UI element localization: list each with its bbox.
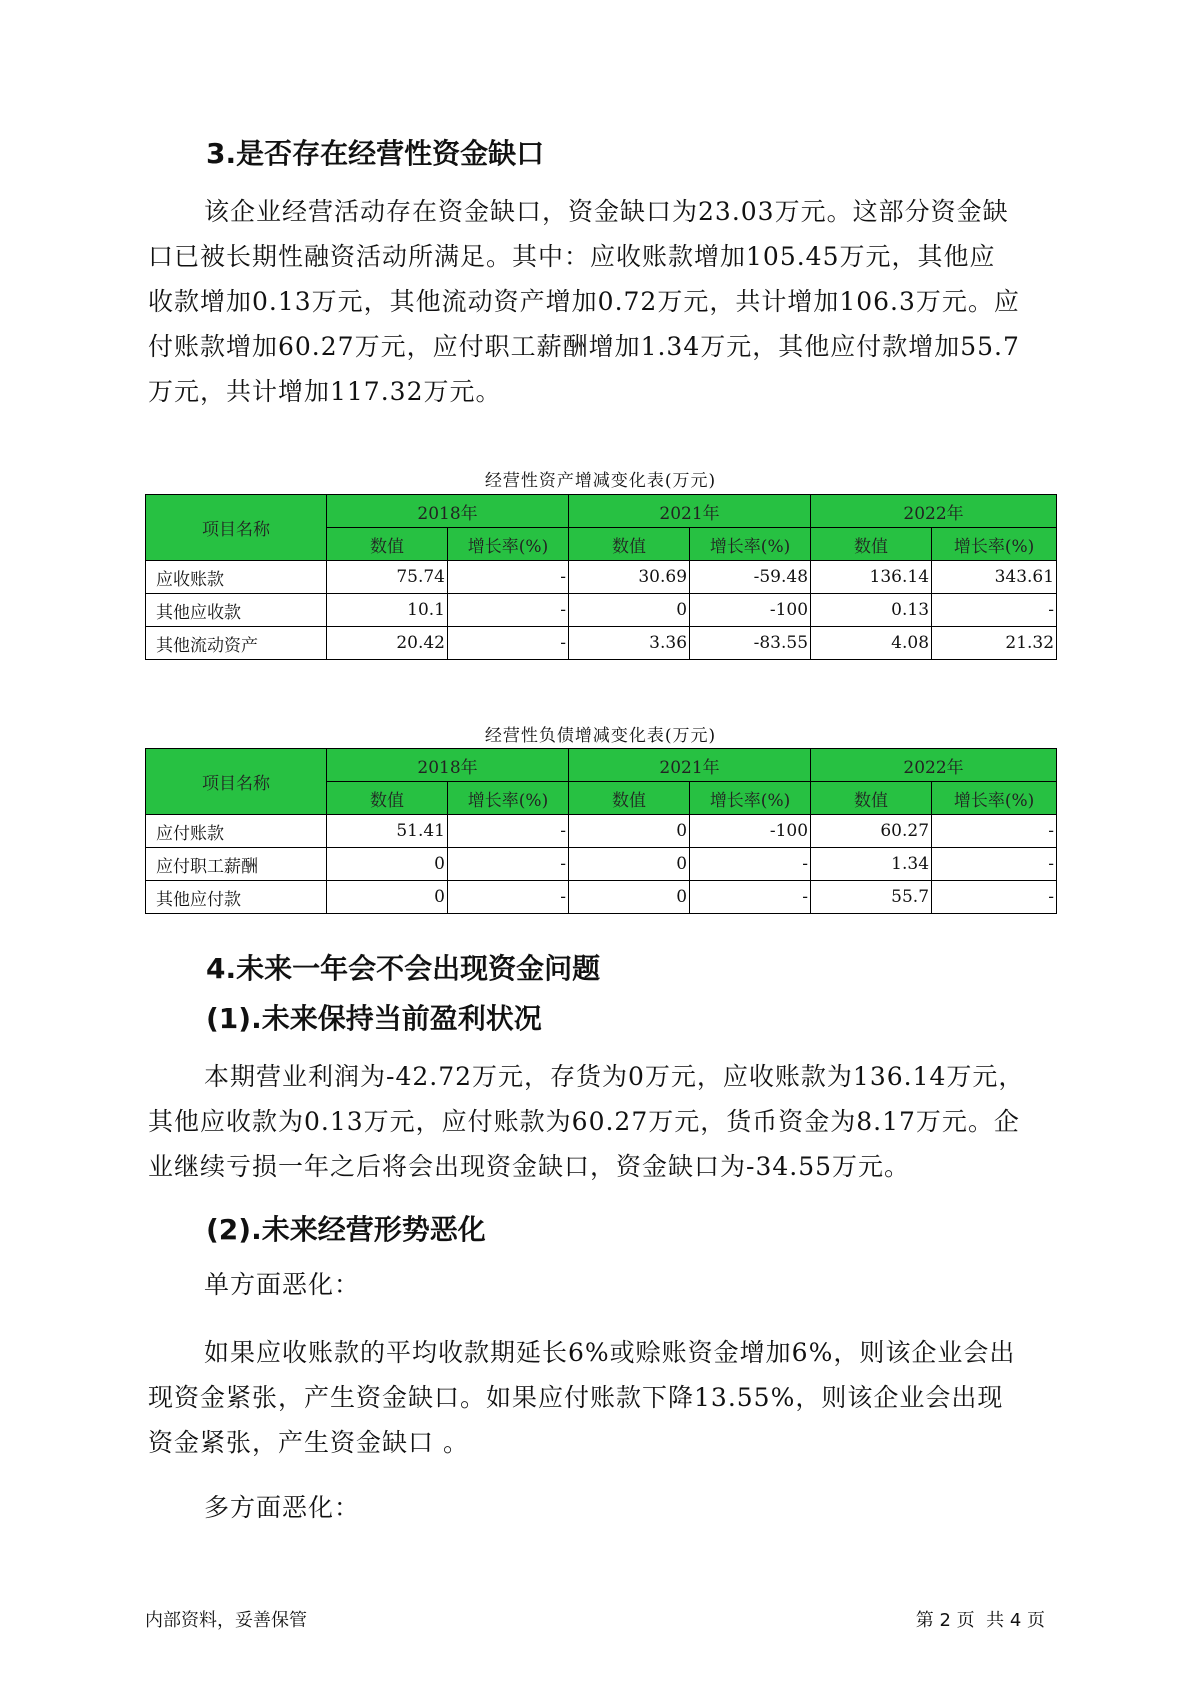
year-header: 2022年 (811, 749, 1057, 782)
table-cell: -100 (690, 594, 811, 627)
value-header: 数值 (569, 528, 690, 561)
sub2-heading: (2).未来经营形势恶化 (206, 1213, 486, 1246)
table-row (146, 561, 1057, 594)
paragraph-line: 口已被长期性融资活动所满足。其中：应收账款增加105.45万元，其他应 (148, 242, 996, 271)
paragraph-line: 本期营业利润为-42.72万元，存货为0万元，应收账款为136.14万元， (204, 1062, 1025, 1091)
paragraph-line: 业继续亏损一年之后将会出现资金缺口，资金缺口为-34.55万元。 (148, 1152, 911, 1181)
year-header: 2022年 (811, 495, 1057, 528)
row-name: 应付账款 (146, 815, 327, 848)
value-header: 数值 (811, 528, 932, 561)
table-cell: -83.55 (690, 627, 811, 660)
value-header: 数值 (327, 782, 448, 815)
section4-heading: 4.未来一年会不会出现资金问题 (206, 952, 601, 985)
paragraph-line: 其他应收款为0.13万元，应付账款为60.27万元，货币资金为8.17万元。企 (148, 1107, 1020, 1136)
growth-header: 增长率(%) (690, 782, 811, 815)
multi-aspect-label-paragraph (148, 1485, 1058, 1530)
growth-header: 增长率(%) (932, 528, 1057, 561)
table-cell: 21.32 (932, 627, 1057, 660)
year-header: 2021年 (569, 495, 811, 528)
table-cell: 3.36 (569, 627, 690, 660)
footer-left-note: 内部资料，妥善保管 (145, 1610, 307, 1631)
table-cell: 51.41 (327, 815, 448, 848)
table-cell: 75.74 (327, 561, 448, 594)
name-column-header: 项目名称 (146, 749, 327, 815)
growth-header: 增长率(%) (448, 528, 569, 561)
row-name: 其他流动资产 (146, 627, 327, 660)
row-name: 其他应收款 (146, 594, 327, 627)
growth-header: 增长率(%) (690, 528, 811, 561)
table-row (146, 815, 1057, 848)
table-cell: 0 (327, 881, 448, 914)
growth-header: 增长率(%) (932, 782, 1057, 815)
sub1-heading: (1).未来保持当前盈利状况 (206, 1002, 542, 1035)
table-cell: - (448, 815, 569, 848)
table-row (146, 848, 1057, 881)
table-cell: 136.14 (811, 561, 932, 594)
value-header: 数值 (811, 782, 932, 815)
single-aspect-label: 单方面恶化： (204, 1270, 361, 1299)
row-name: 其他应付款 (146, 881, 327, 914)
table-cell: - (932, 815, 1057, 848)
single-aspect-label-paragraph (148, 1262, 1058, 1307)
table-cell: 0 (569, 594, 690, 627)
table-cell: 10.1 (327, 594, 448, 627)
row-name: 应付职工薪酬 (146, 848, 327, 881)
value-header: 数值 (327, 528, 448, 561)
table-cell: - (690, 881, 811, 914)
table2-caption: 经营性负债增减变化表(万元) (484, 726, 717, 746)
paragraph-line: 资金紧张，产生资金缺口 。 (148, 1428, 469, 1457)
year-header: 2021年 (569, 749, 811, 782)
table-cell: - (448, 848, 569, 881)
paragraph-line: 万元，共计增加117.32万元。 (148, 377, 502, 406)
table-cell: - (690, 848, 811, 881)
table-cell: 60.27 (811, 815, 932, 848)
section3-paragraph (148, 189, 1058, 414)
paragraph-line: 如果应收账款的平均收款期延长6%或赊账资金增加6%，则该企业会出 (204, 1338, 1016, 1367)
table-cell: - (448, 881, 569, 914)
table-row (146, 594, 1057, 627)
footer-page-number: 第 2 页 共 4 页 (915, 1610, 1045, 1631)
paragraph-line: 付账款增加60.27万元，应付职工薪酬增加1.34万元，其他应付款增加55.7 (148, 332, 1020, 361)
table-row (146, 627, 1057, 660)
table-cell: - (448, 627, 569, 660)
section3-heading: 3.是否存在经营性资金缺口 (206, 137, 545, 170)
year-header: 2018年 (327, 749, 569, 782)
table-cell: - (448, 594, 569, 627)
table-cell: 0 (569, 815, 690, 848)
table-cell: 30.69 (569, 561, 690, 594)
name-column-header: 项目名称 (146, 495, 327, 561)
liabilities-change-table (145, 748, 1057, 914)
table-cell: 0.13 (811, 594, 932, 627)
table-cell: 0 (327, 848, 448, 881)
table-cell: 1.34 (811, 848, 932, 881)
table-cell: 4.08 (811, 627, 932, 660)
assets-change-table (145, 494, 1057, 660)
table-cell: - (932, 848, 1057, 881)
paragraph-line: 该企业经营活动存在资金缺口，资金缺口为23.03万元。这部分资金缺 (204, 197, 1009, 226)
table-cell: 0 (569, 848, 690, 881)
table-cell: - (932, 881, 1057, 914)
table-cell: 55.7 (811, 881, 932, 914)
table-cell: - (932, 594, 1057, 627)
sub1-paragraph (148, 1054, 1058, 1189)
table-cell: 343.61 (932, 561, 1057, 594)
paragraph-line: 收款增加0.13万元，其他流动资产增加0.72万元，共计增加106.3万元。应 (148, 287, 1020, 316)
value-header: 数值 (569, 782, 690, 815)
growth-header: 增长率(%) (448, 782, 569, 815)
paragraph-line: 现资金紧张，产生资金缺口。如果应付账款下降13.55%，则该企业会出现 (148, 1383, 1004, 1412)
table-cell: - (448, 561, 569, 594)
table-cell: -100 (690, 815, 811, 848)
year-header: 2018年 (327, 495, 569, 528)
table-cell: 0 (569, 881, 690, 914)
row-name: 应收账款 (146, 561, 327, 594)
table-cell: -59.48 (690, 561, 811, 594)
table-cell: 20.42 (327, 627, 448, 660)
table-row (146, 881, 1057, 914)
single-aspect-paragraph (148, 1330, 1058, 1465)
table1-caption: 经营性资产增减变化表(万元) (484, 471, 717, 491)
multi-aspect-label: 多方面恶化： (204, 1493, 361, 1522)
